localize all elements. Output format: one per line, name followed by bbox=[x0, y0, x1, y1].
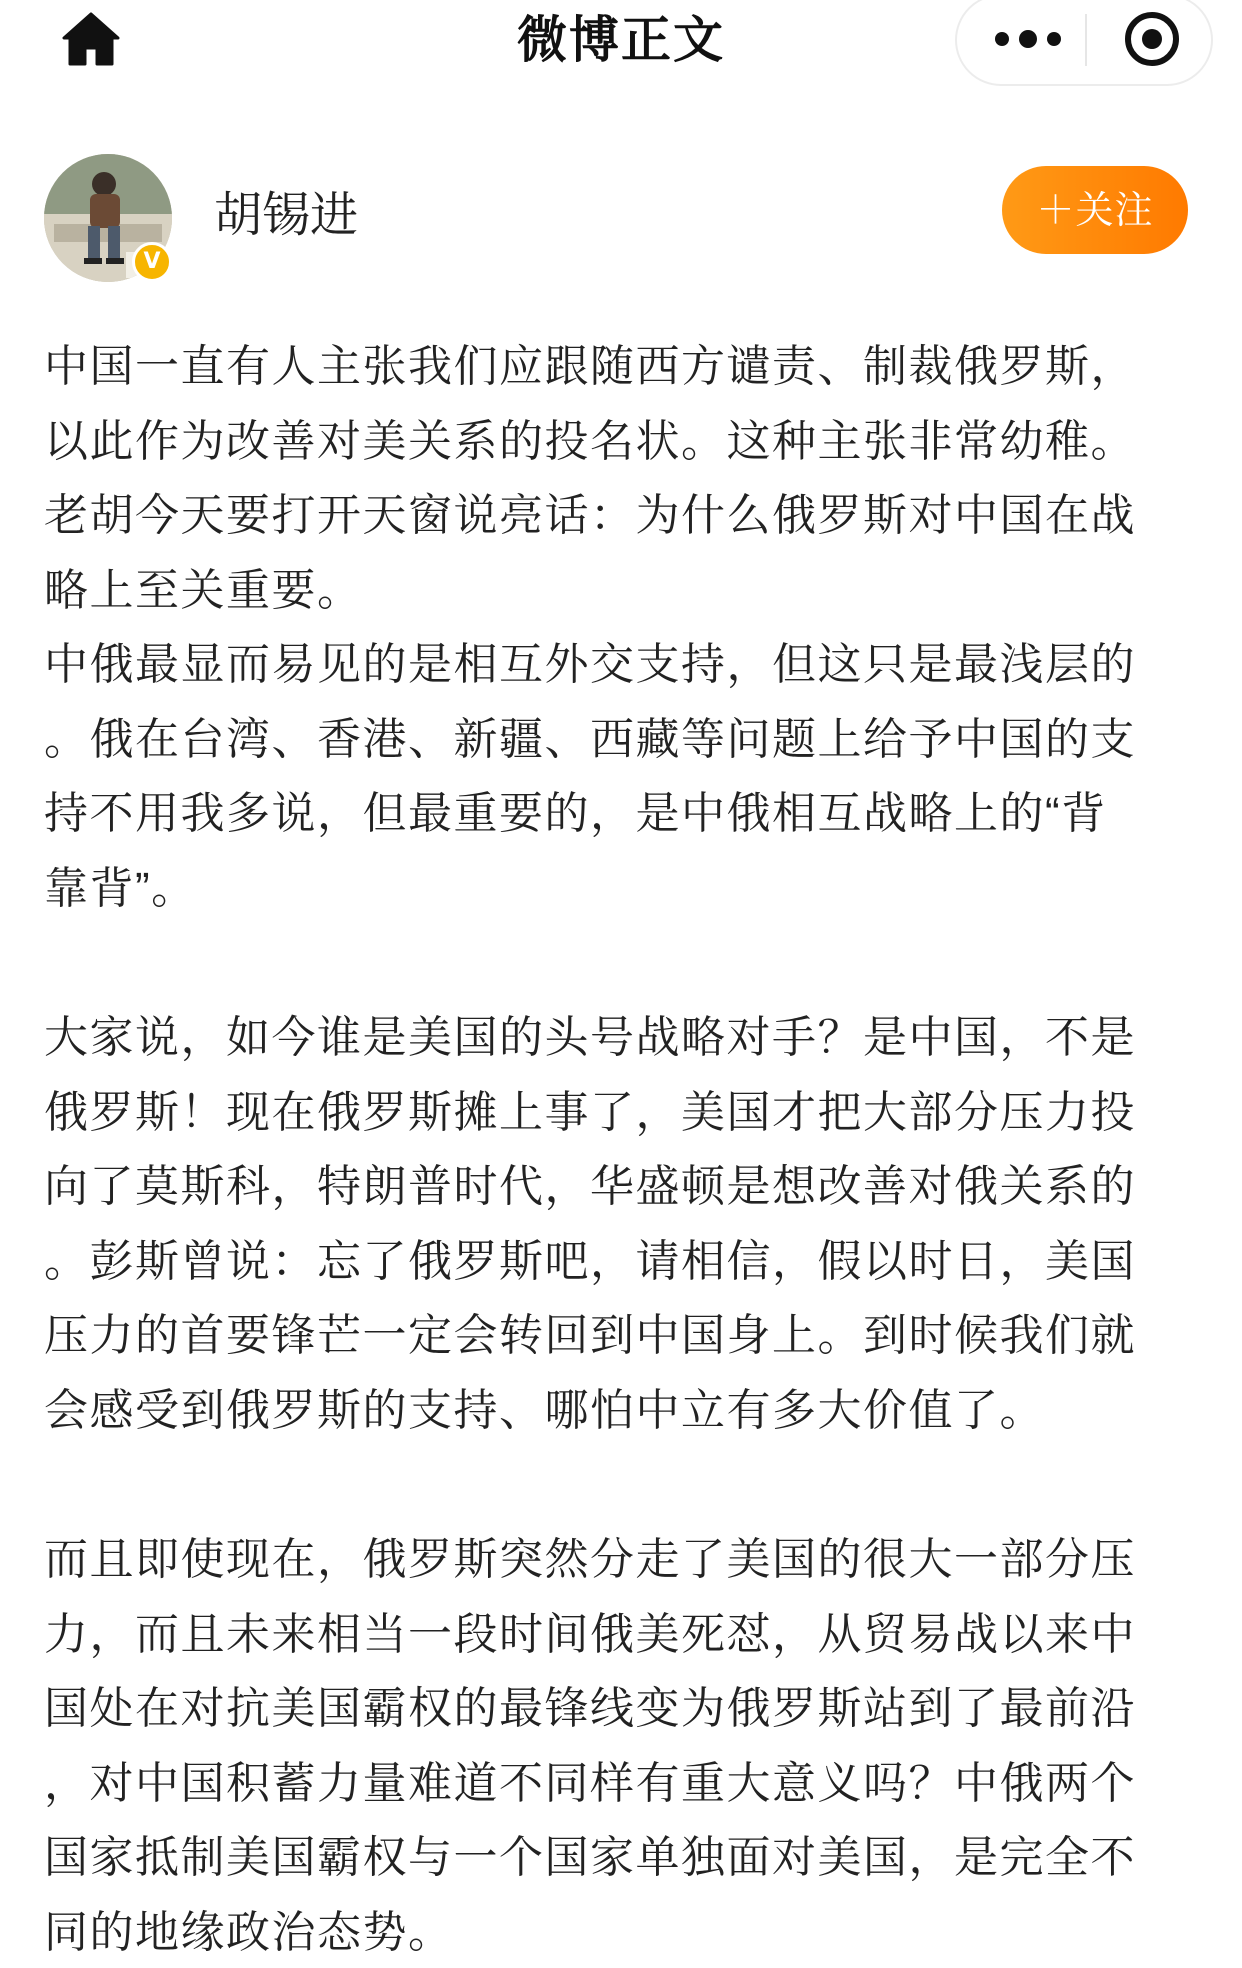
post-text-line: 而且即使现在，俄罗斯突然分走了美国的很大一部分压 bbox=[44, 1535, 1136, 1584]
post-text-line: 中国一直有人主张我们应跟随西方谴责、制裁俄罗斯， bbox=[44, 342, 1136, 391]
post-text-line: 。彭斯曾说：忘了俄罗斯吧，请相信，假以时日，美国 bbox=[44, 1236, 1136, 1286]
post-text-line: 。俄在台湾、香港、新疆、西藏等问题上给予中国的支 bbox=[44, 714, 1136, 764]
post-text-line: 持不用我多说，但最重要的，是中俄相互战略上的“背 bbox=[44, 789, 1107, 838]
author-row bbox=[0, 150, 1242, 290]
post-text-line: 力，而且未来相当一段时间俄美死怼，从贸易战以来中 bbox=[44, 1609, 1136, 1659]
capsule-divider bbox=[1085, 14, 1087, 66]
mini-program-capsule bbox=[955, 0, 1213, 86]
post-text-line: 会感受到俄罗斯的支持、哪怕中立有多大价值了。 bbox=[44, 1385, 1045, 1435]
follow-button[interactable]: ＋关注 bbox=[1002, 166, 1188, 254]
post-text-line: ，对中国积蓄力量难道不同样有重大意义吗？中俄两个 bbox=[44, 1758, 1136, 1808]
post-body bbox=[44, 330, 1194, 1968]
post-text-line: 大家说，如今谁是美国的头号战略对手？是中国，不是 bbox=[44, 1013, 1136, 1062]
post-text-line: 略上至关重要。 bbox=[44, 565, 363, 615]
verified-badge-icon: V bbox=[132, 242, 172, 282]
post-text-line: 同的地缘政治态势。 bbox=[44, 1907, 454, 1957]
more-dots-icon[interactable] bbox=[993, 24, 1063, 54]
post-text-line: 以此作为改善对美关系的投名状。这种主张非常幼稚。 bbox=[44, 416, 1136, 466]
paragraph-gap bbox=[44, 1448, 1194, 1523]
top-navbar bbox=[0, 0, 1242, 80]
post-text-line: 国处在对抗美国霸权的最锋线变为俄罗斯站到了最前沿 bbox=[44, 1684, 1136, 1733]
post-paragraph bbox=[44, 1523, 1194, 1968]
post-paragraph bbox=[44, 330, 1194, 926]
post-text-line: 压力的首要锋芒一定会转回到中国身上。到时候我们就 bbox=[44, 1311, 1136, 1360]
post-text-line: 国家抵制美国霸权与一个国家单独面对美国，是完全不 bbox=[44, 1833, 1136, 1882]
post-text-line: 靠背”。 bbox=[44, 863, 197, 913]
target-close-icon[interactable] bbox=[1123, 10, 1181, 68]
post-text-line: 俄罗斯！现在俄罗斯摊上事了，美国才把大部分压力投 bbox=[44, 1087, 1136, 1137]
post-text-line: 向了莫斯科，特朗普时代，华盛顿是想改善对俄关系的 bbox=[44, 1162, 1136, 1211]
page-title: 微博正文 bbox=[517, 11, 725, 69]
author-name[interactable]: 胡锡进 bbox=[214, 189, 359, 242]
paragraph-gap bbox=[44, 926, 1194, 1001]
post-text-line: 中俄最显而易见的是相互外交支持，但这只是最浅层的 bbox=[44, 640, 1136, 689]
post-paragraph bbox=[44, 1001, 1194, 1448]
post-text-line: 老胡今天要打开天窗说亮话：为什么俄罗斯对中国在战 bbox=[44, 491, 1136, 540]
